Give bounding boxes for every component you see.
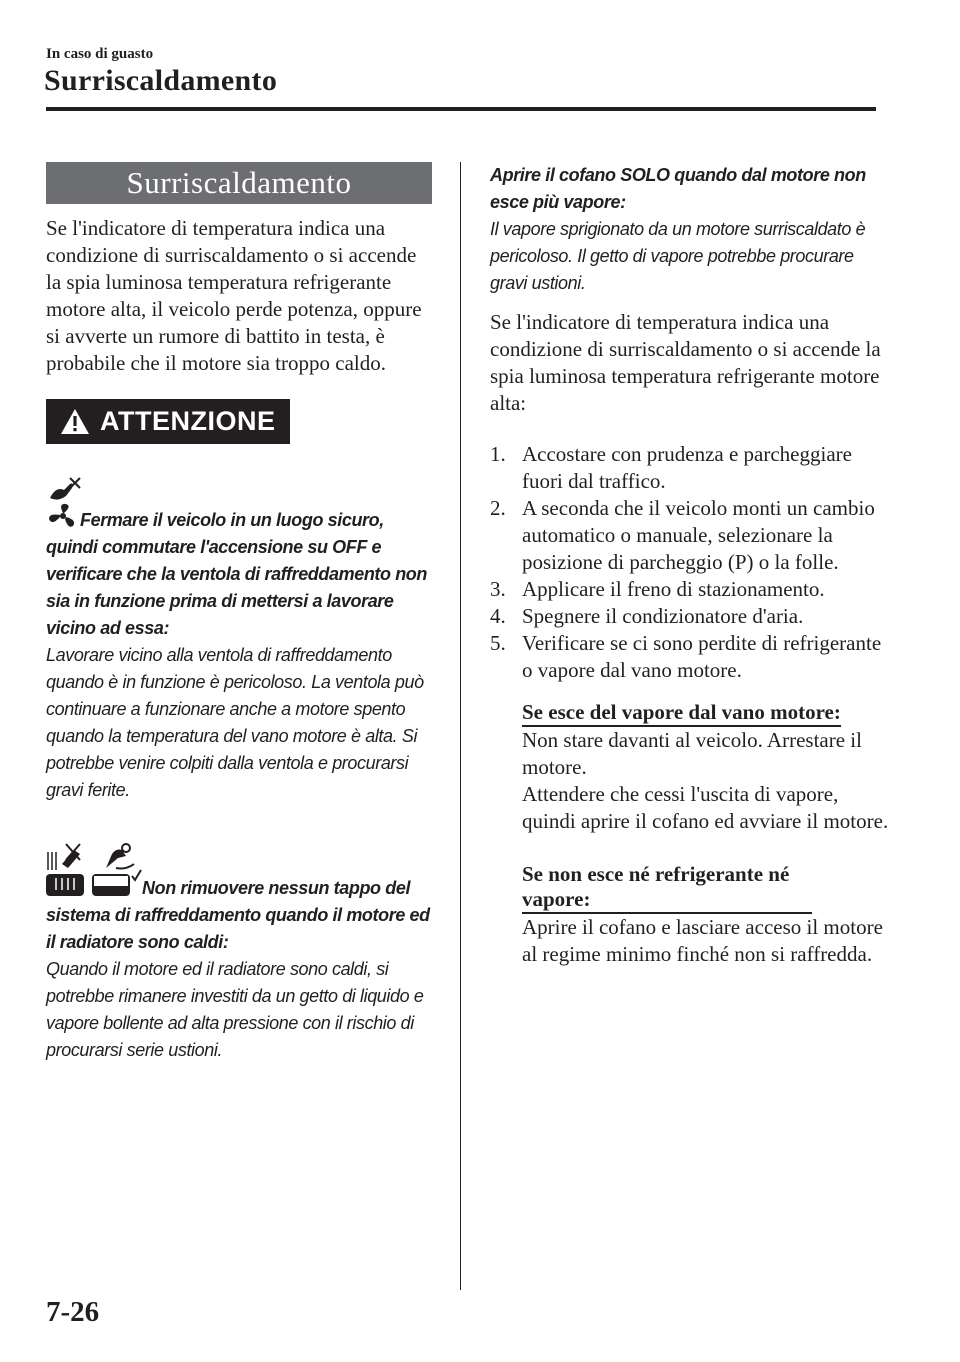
warning-steam-heading: Aprire il cofano SOLO quando dal motore non esce più vapore: — [490, 165, 866, 212]
steps-intro: Se l'indicatore di temperatura indica una condizione di surriscaldamento o si accende la spia luminosa temperatura refrigerante motore alta: — [490, 310, 881, 415]
case-no-steam-body: Aprire il cofano e lasciare acceso il motore al regime minimo finché non si raffredda. — [522, 915, 883, 966]
warning-steam — [490, 162, 890, 297]
list-item: 1. Accostare con prudenza e parcheggiare fuori dal traffico. — [490, 442, 852, 493]
warning-cap-heading: Non rimuovere nessun tappo del sistema di raffreddamento quando il motore ed il radiatore sono caldi: — [46, 868, 432, 956]
left-column — [46, 162, 432, 1064]
section-banner: Surriscaldamento — [46, 162, 432, 204]
intro-paragraph: Se l'indicatore di temperatura indica una condizione di surriscaldamento o si accende la spia luminosa temperatura refrigerante motore alta, il veicolo perde potenza, oppure si avverte un rumore di battito in testa, è probabile che il motore sia troppo caldo. — [46, 216, 422, 375]
no-touch-fan-icon — [46, 474, 82, 504]
column-divider — [460, 162, 461, 1290]
radiator-icon — [46, 868, 142, 898]
case-no-steam-heading: Se non esce né refrigerante né vapore: — [522, 862, 812, 914]
warning-fan-body: Lavorare vicino alla ventola di raffreddamento quando è in funzione è pericoloso. La ventola può continuare a funzionare anche a motore spento quando la temperatura del vano motore è alta. Si potrebbe venire colpiti dalla ventola e procurarsi gravi ferite. — [46, 645, 424, 800]
page-number: 7-26 — [46, 1296, 100, 1328]
list-item: 3. Applicare il freno di stazionamento. — [490, 577, 825, 601]
section-label: In caso di guasto — [46, 46, 154, 62]
case-steam-line1: Non stare davanti al veicolo. Arrestare il motore. — [522, 728, 862, 779]
case-steam — [522, 700, 890, 835]
warning-triangle-icon — [60, 408, 90, 435]
warning-cap-body: Quando il motore ed il radiatore sono caldi, si potrebbe rimanere investiti da un getto di liquido e vapore bollente ad alta pressione con il rischio di procurarsi serie ustioni. — [46, 959, 424, 1060]
header-rule — [46, 107, 876, 111]
page-title: Surriscaldamento — [44, 64, 278, 97]
case-no-steam — [522, 862, 890, 968]
case-steam-heading: Se esce del vapore dal vano motore: — [522, 700, 841, 727]
warning-fan-heading: Fermare il veicolo in un luogo sicuro, quindi commutare l'accensione su OFF e verificare che la ventola di raffreddamento non sia in funzione prima di mettersi a lavorare vicino ad essa: — [46, 502, 432, 642]
list-item: 5. Verificare se ci sono perdite di refrigerante o vapore dal vano motore. — [490, 631, 882, 682]
warning-label: ATTENZIONE — [100, 406, 276, 436]
warning-steam-body: Il vapore sprigionato da un motore surriscaldato è pericoloso. Il getto di vapore potrebbe procurare gravi ustioni. — [490, 219, 866, 293]
list-item: 2. A seconda che il veicolo monti un cambio automatico o manuale, selezionare la posizione di parcheggio (P) o la folle. — [490, 496, 875, 574]
case-steam-line2: Attendere che cessi l'uscita di vapore, quindi aprire il cofano ed avviare il motore. — [522, 782, 889, 833]
right-column — [490, 162, 890, 968]
warning-banner — [46, 399, 290, 444]
steps-list — [490, 441, 890, 684]
list-item: 4. Spegnere il condizionatore d'aria. — [490, 604, 804, 628]
warning-fan — [46, 474, 432, 804]
fan-icon — [46, 502, 80, 530]
warning-cap — [46, 840, 432, 1064]
